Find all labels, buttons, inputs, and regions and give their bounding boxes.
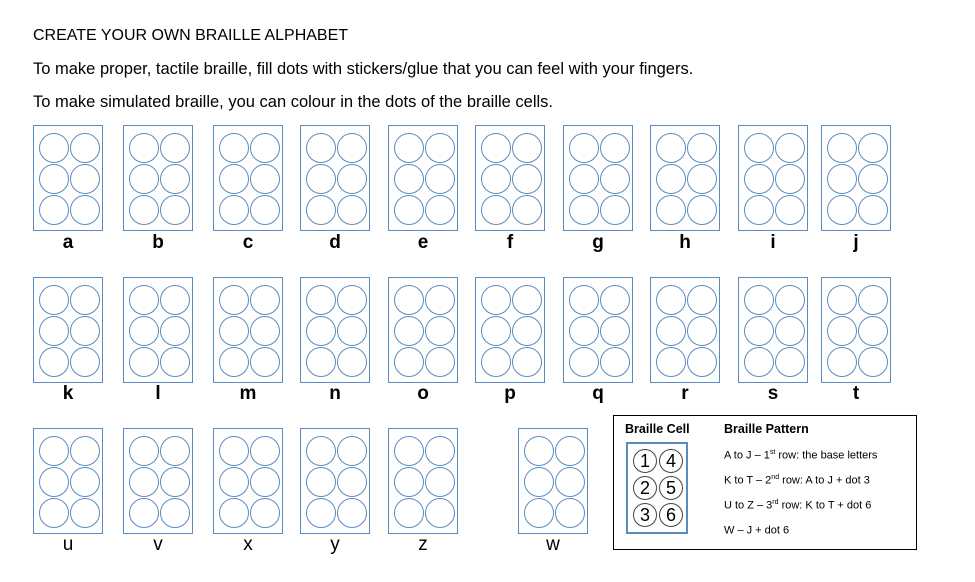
braille-dot-4[interactable] — [250, 164, 280, 194]
braille-dot-6[interactable] — [512, 347, 542, 377]
legend-rule: A to J – 1st row: the base letters — [724, 449, 878, 462]
braille-dot-1[interactable] — [129, 436, 159, 466]
braille-dot-1[interactable] — [827, 133, 857, 163]
braille-dot-1[interactable] — [524, 436, 554, 466]
braille-cell — [821, 277, 891, 383]
cell-letter-label: x — [243, 534, 253, 555]
braille-dot-6[interactable] — [160, 498, 190, 528]
braille-dot-5[interactable] — [129, 347, 159, 377]
braille-cell — [33, 277, 103, 383]
braille-dot-5[interactable] — [744, 347, 774, 377]
braille-cell — [123, 277, 193, 383]
braille-dot-2[interactable] — [337, 285, 367, 315]
braille-dot-2[interactable] — [70, 436, 100, 466]
braille-dot-1[interactable] — [656, 133, 686, 163]
braille-dot-6[interactable] — [775, 195, 805, 225]
braille-dot-6[interactable] — [425, 347, 455, 377]
braille-dot-4[interactable] — [858, 164, 888, 194]
braille-cell — [821, 125, 891, 231]
cell-letter-label: a — [62, 232, 74, 253]
cell-letter-label: g — [592, 232, 604, 253]
braille-dot-1[interactable] — [656, 285, 686, 315]
braille-dot-4[interactable] — [600, 164, 630, 194]
braille-dot-3[interactable] — [219, 316, 249, 346]
braille-dot-4[interactable] — [858, 316, 888, 346]
braille-dot-6[interactable] — [250, 195, 280, 225]
braille-dot-1[interactable] — [394, 133, 424, 163]
cell-letter-label: q — [592, 383, 604, 404]
braille-dot-2[interactable] — [337, 436, 367, 466]
braille-dot-6[interactable] — [425, 195, 455, 225]
braille-dot-6[interactable] — [337, 195, 367, 225]
braille-dot-1[interactable] — [827, 285, 857, 315]
braille-dot-4[interactable] — [425, 316, 455, 346]
legend-rule: W – J + dot 6 — [724, 524, 790, 537]
dot-number-4: 4 — [659, 449, 683, 473]
braille-dot-2[interactable] — [70, 133, 100, 163]
braille-dot-5[interactable] — [569, 195, 599, 225]
braille-dot-5[interactable] — [306, 195, 336, 225]
braille-cell — [213, 277, 283, 383]
braille-dot-4[interactable] — [160, 164, 190, 194]
braille-dot-1[interactable] — [219, 285, 249, 315]
braille-cell — [738, 277, 808, 383]
braille-dot-1[interactable] — [39, 436, 69, 466]
braille-dot-4[interactable] — [70, 316, 100, 346]
braille-dot-1[interactable] — [129, 285, 159, 315]
braille-dot-2[interactable] — [858, 133, 888, 163]
braille-dot-3[interactable] — [524, 467, 554, 497]
braille-dot-6[interactable] — [160, 195, 190, 225]
instruction-simulated: To make simulated braille, you can colour in the dots of the braille cells. — [33, 93, 554, 111]
cell-letter-label: j — [853, 232, 859, 253]
braille-cell — [650, 277, 720, 383]
braille-dot-5[interactable] — [219, 347, 249, 377]
dot-number-3: 3 — [633, 503, 657, 527]
braille-cell — [300, 428, 370, 534]
braille-dot-3[interactable] — [39, 467, 69, 497]
braille-dot-5[interactable] — [744, 195, 774, 225]
braille-dot-1[interactable] — [569, 133, 599, 163]
braille-dot-1[interactable] — [306, 285, 336, 315]
braille-dot-3[interactable] — [129, 467, 159, 497]
braille-dot-4[interactable] — [425, 164, 455, 194]
braille-dot-6[interactable] — [555, 498, 585, 528]
braille-cell — [213, 125, 283, 231]
braille-dot-3[interactable] — [569, 316, 599, 346]
braille-cell — [388, 428, 458, 534]
dot-number-6: 6 — [659, 503, 683, 527]
braille-dot-6[interactable] — [775, 347, 805, 377]
braille-dot-3[interactable] — [39, 316, 69, 346]
braille-dot-5[interactable] — [481, 195, 511, 225]
braille-dot-4[interactable] — [775, 164, 805, 194]
braille-dot-5[interactable] — [394, 195, 424, 225]
braille-dot-5[interactable] — [481, 347, 511, 377]
braille-dot-3[interactable] — [394, 467, 424, 497]
braille-dot-1[interactable] — [306, 133, 336, 163]
braille-dot-5[interactable] — [129, 195, 159, 225]
braille-dot-4[interactable] — [555, 467, 585, 497]
cell-letter-label: h — [679, 232, 691, 253]
braille-dot-3[interactable] — [394, 164, 424, 194]
braille-cell — [300, 125, 370, 231]
braille-cell — [123, 125, 193, 231]
braille-cell — [213, 428, 283, 534]
braille-dot-4[interactable] — [687, 316, 717, 346]
braille-dot-4[interactable] — [160, 316, 190, 346]
braille-dot-3[interactable] — [481, 316, 511, 346]
braille-cell — [388, 125, 458, 231]
braille-dot-4[interactable] — [512, 316, 542, 346]
braille-dot-2[interactable] — [250, 133, 280, 163]
braille-dot-6[interactable] — [687, 195, 717, 225]
braille-dot-6[interactable] — [858, 195, 888, 225]
braille-dot-5[interactable] — [39, 347, 69, 377]
braille-dot-4[interactable] — [70, 467, 100, 497]
braille-dot-6[interactable] — [858, 347, 888, 377]
braille-dot-3[interactable] — [569, 164, 599, 194]
page-title: CREATE YOUR OWN BRAILLE ALPHABET — [33, 27, 349, 44]
braille-dot-5[interactable] — [129, 498, 159, 528]
braille-dot-4[interactable] — [775, 316, 805, 346]
braille-dot-6[interactable] — [600, 195, 630, 225]
braille-cell — [300, 277, 370, 383]
dot-number-2: 2 — [633, 476, 657, 500]
legend-numbered-cell — [626, 442, 688, 534]
braille-cell — [123, 428, 193, 534]
braille-cell — [563, 125, 633, 231]
braille-dot-2[interactable] — [160, 285, 190, 315]
braille-dot-4[interactable] — [160, 467, 190, 497]
braille-dot-1[interactable] — [744, 285, 774, 315]
braille-dot-3[interactable] — [827, 316, 857, 346]
braille-dot-2[interactable] — [555, 436, 585, 466]
braille-dot-6[interactable] — [512, 195, 542, 225]
legend-pattern-heading: Braille Pattern — [724, 422, 809, 436]
braille-dot-5[interactable] — [306, 347, 336, 377]
braille-cell — [475, 125, 545, 231]
braille-dot-6[interactable] — [687, 347, 717, 377]
braille-dot-3[interactable] — [481, 164, 511, 194]
braille-dot-1[interactable] — [39, 285, 69, 315]
braille-dot-6[interactable] — [70, 347, 100, 377]
braille-dot-3[interactable] — [306, 467, 336, 497]
cell-letter-label: b — [152, 232, 164, 253]
braille-cell — [388, 277, 458, 383]
braille-dot-5[interactable] — [656, 347, 686, 377]
braille-dot-1[interactable] — [569, 285, 599, 315]
braille-dot-3[interactable] — [827, 164, 857, 194]
braille-dot-2[interactable] — [160, 133, 190, 163]
braille-dot-3[interactable] — [656, 164, 686, 194]
braille-cell — [650, 125, 720, 231]
braille-dot-2[interactable] — [160, 436, 190, 466]
braille-dot-5[interactable] — [827, 195, 857, 225]
braille-dot-5[interactable] — [394, 498, 424, 528]
braille-dot-2[interactable] — [425, 436, 455, 466]
braille-dot-5[interactable] — [524, 498, 554, 528]
braille-dot-2[interactable] — [775, 133, 805, 163]
braille-dot-2[interactable] — [512, 285, 542, 315]
cell-letter-label: w — [546, 534, 560, 555]
legend-rule: K to T – 2nd row: A to J + dot 3 — [724, 474, 870, 487]
braille-dot-4[interactable] — [337, 164, 367, 194]
braille-dot-6[interactable] — [160, 347, 190, 377]
braille-dot-5[interactable] — [656, 195, 686, 225]
braille-dot-4[interactable] — [337, 467, 367, 497]
braille-dot-4[interactable] — [70, 164, 100, 194]
braille-dot-2[interactable] — [70, 285, 100, 315]
cell-letter-label: d — [329, 232, 341, 253]
dot-number-1: 1 — [633, 449, 657, 473]
cell-letter-label: n — [329, 383, 341, 404]
braille-dot-2[interactable] — [250, 285, 280, 315]
braille-dot-3[interactable] — [656, 316, 686, 346]
braille-dot-3[interactable] — [306, 316, 336, 346]
braille-dot-2[interactable] — [775, 285, 805, 315]
braille-dot-5[interactable] — [219, 498, 249, 528]
braille-dot-4[interactable] — [512, 164, 542, 194]
cell-letter-label: k — [62, 383, 74, 404]
braille-cell — [33, 125, 103, 231]
braille-dot-6[interactable] — [600, 347, 630, 377]
legend-rule: U to Z – 3rd row: K to T + dot 6 — [724, 499, 872, 512]
braille-cell — [738, 125, 808, 231]
braille-cell — [33, 428, 103, 534]
braille-dot-2[interactable] — [337, 133, 367, 163]
braille-dot-6[interactable] — [70, 498, 100, 528]
cell-letter-label: v — [153, 534, 163, 555]
cell-letter-label: l — [155, 383, 161, 404]
cell-letter-label: t — [852, 383, 860, 404]
cell-letter-label: e — [417, 232, 429, 253]
braille-dot-4[interactable] — [250, 316, 280, 346]
cell-letter-label: u — [62, 534, 74, 555]
braille-dot-3[interactable] — [129, 164, 159, 194]
braille-dot-3[interactable] — [129, 316, 159, 346]
cell-letter-label: m — [239, 383, 257, 404]
cell-letter-label: z — [418, 534, 428, 555]
braille-dot-1[interactable] — [394, 436, 424, 466]
braille-dot-6[interactable] — [337, 498, 367, 528]
cell-letter-label: c — [242, 232, 254, 253]
braille-dot-3[interactable] — [219, 467, 249, 497]
braille-dot-1[interactable] — [481, 285, 511, 315]
cell-letter-label: r — [681, 383, 689, 404]
cell-letter-label: f — [506, 232, 514, 253]
braille-dot-2[interactable] — [512, 133, 542, 163]
dot-number-5: 5 — [659, 476, 683, 500]
braille-dot-5[interactable] — [39, 498, 69, 528]
braille-dot-1[interactable] — [394, 285, 424, 315]
braille-dot-2[interactable] — [425, 285, 455, 315]
braille-dot-2[interactable] — [425, 133, 455, 163]
braille-dot-1[interactable] — [306, 436, 336, 466]
braille-cell — [563, 277, 633, 383]
braille-dot-5[interactable] — [827, 347, 857, 377]
braille-cell — [518, 428, 588, 534]
braille-dot-3[interactable] — [744, 316, 774, 346]
braille-dot-4[interactable] — [600, 316, 630, 346]
cell-letter-label: o — [417, 383, 429, 404]
braille-dot-6[interactable] — [337, 347, 367, 377]
braille-dot-3[interactable] — [744, 164, 774, 194]
braille-dot-1[interactable] — [219, 133, 249, 163]
braille-dot-4[interactable] — [425, 467, 455, 497]
braille-dot-2[interactable] — [600, 133, 630, 163]
cell-letter-label: s — [767, 383, 779, 404]
braille-dot-3[interactable] — [39, 164, 69, 194]
braille-dot-2[interactable] — [250, 436, 280, 466]
legend-box — [613, 415, 917, 550]
braille-dot-1[interactable] — [129, 133, 159, 163]
braille-dot-5[interactable] — [306, 498, 336, 528]
braille-dot-5[interactable] — [39, 195, 69, 225]
braille-dot-6[interactable] — [425, 498, 455, 528]
braille-cell — [475, 277, 545, 383]
braille-dot-4[interactable] — [337, 316, 367, 346]
instruction-tactile: To make proper, tactile braille, fill dots with stickers/glue that you can feel with your fingers. — [33, 60, 694, 78]
legend-cell-heading: Braille Cell — [625, 422, 690, 436]
braille-dot-2[interactable] — [687, 285, 717, 315]
braille-dot-1[interactable] — [39, 133, 69, 163]
braille-dot-3[interactable] — [219, 164, 249, 194]
braille-dot-2[interactable] — [600, 285, 630, 315]
cell-letter-label: p — [504, 383, 516, 404]
braille-dot-2[interactable] — [858, 285, 888, 315]
braille-dot-3[interactable] — [394, 316, 424, 346]
braille-dot-3[interactable] — [306, 164, 336, 194]
braille-dot-5[interactable] — [569, 347, 599, 377]
cell-letter-label: i — [770, 232, 776, 253]
braille-dot-6[interactable] — [250, 498, 280, 528]
cell-letter-label: y — [330, 534, 340, 555]
braille-dot-1[interactable] — [481, 133, 511, 163]
braille-dot-5[interactable] — [219, 195, 249, 225]
braille-dot-1[interactable] — [219, 436, 249, 466]
braille-dot-6[interactable] — [250, 347, 280, 377]
braille-dot-5[interactable] — [394, 347, 424, 377]
braille-dot-2[interactable] — [687, 133, 717, 163]
braille-dot-4[interactable] — [250, 467, 280, 497]
braille-dot-6[interactable] — [70, 195, 100, 225]
braille-dot-1[interactable] — [744, 133, 774, 163]
braille-dot-4[interactable] — [687, 164, 717, 194]
